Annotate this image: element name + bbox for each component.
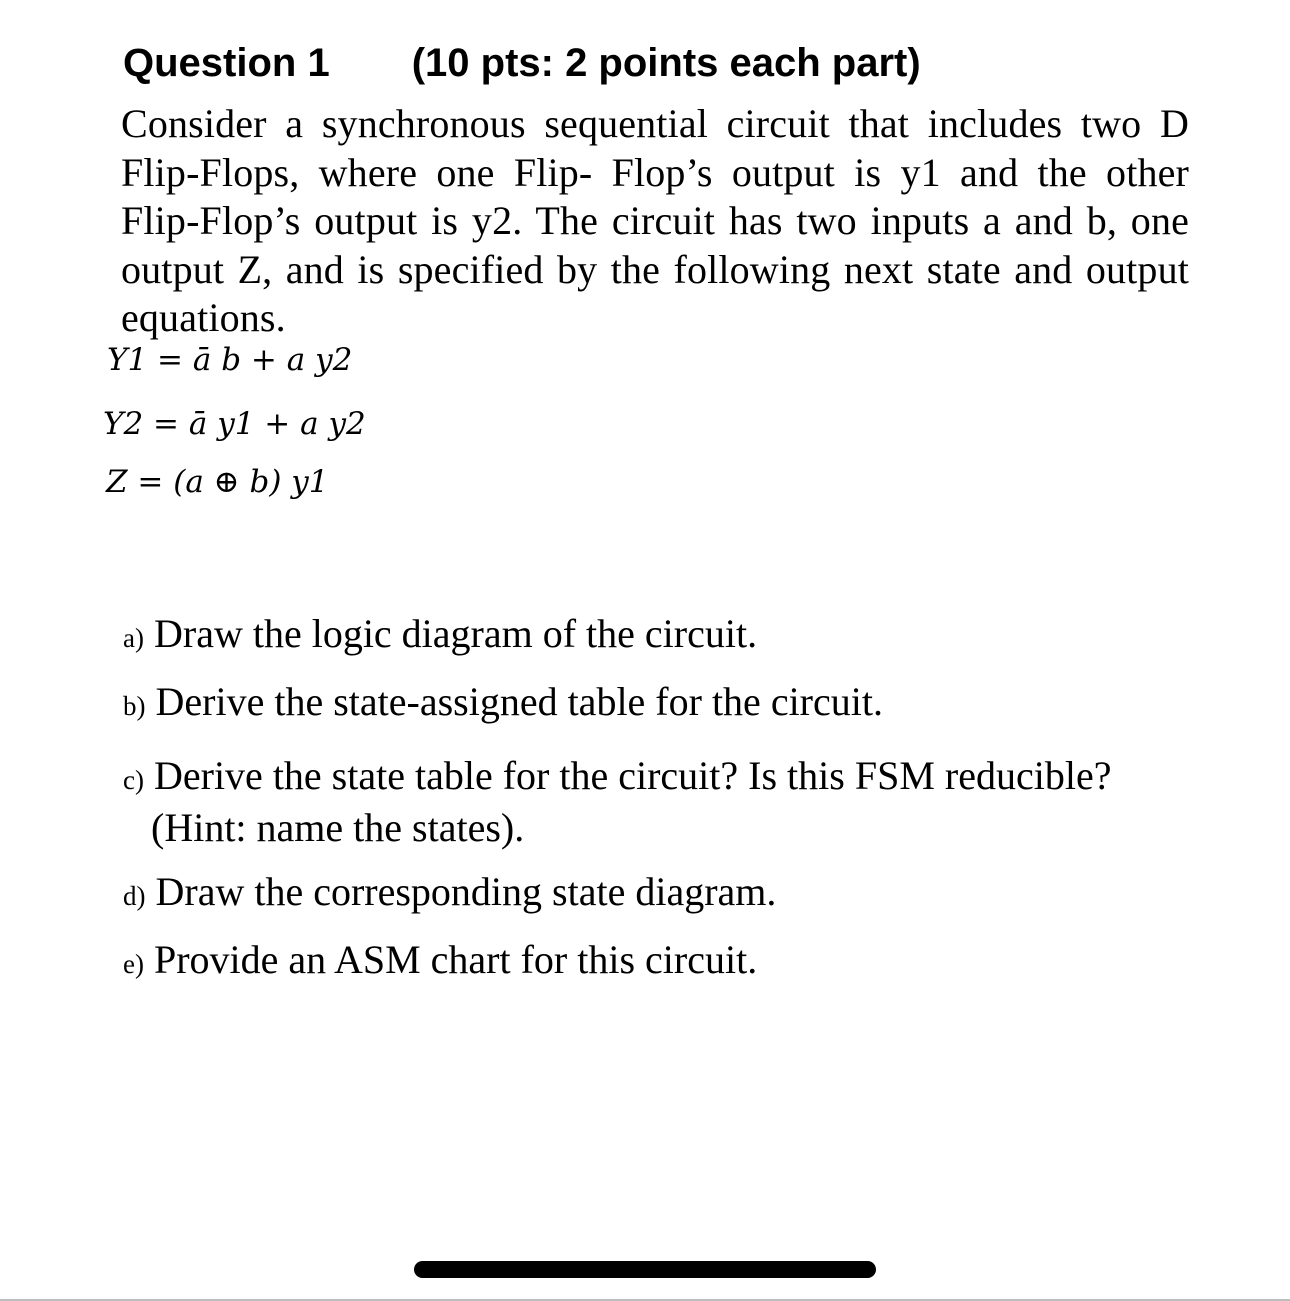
part-label: b) xyxy=(123,691,146,721)
part-label: c) xyxy=(123,765,144,795)
part-text: Draw the logic diagram of the circuit. xyxy=(153,611,758,656)
part-text-continuation: (Hint: name the states). xyxy=(151,805,525,850)
question-parts xyxy=(123,610,1111,988)
intro-line: equations. xyxy=(121,295,286,340)
part-a xyxy=(123,610,1111,662)
part-b xyxy=(123,678,1111,730)
part-e xyxy=(123,936,1111,988)
home-indicator[interactable] xyxy=(414,1261,876,1278)
part-text: Provide an ASM chart for this circuit. xyxy=(153,937,758,982)
part-label: d) xyxy=(123,881,146,911)
intro-line: Consider a synchronous sequential circuit that includes two D xyxy=(121,101,1189,146)
equation-y1: Y1 = ā b + a y2 xyxy=(107,342,353,378)
question-intro xyxy=(121,100,1189,343)
equation-y2: Y2 = ā y1 + a y2 xyxy=(103,406,366,442)
intro-line: Flip-Flops, where one Flip- Flop’s output is y1 and the other xyxy=(121,149,1189,195)
part-text: Derive the state table for the circuit? Is this FSM reducible? xyxy=(153,753,1112,798)
intro-line: output Z, and is specified by the following next state and output xyxy=(121,246,1189,292)
part-text: Draw the corresponding state diagram. xyxy=(155,869,777,914)
part-c xyxy=(123,752,1111,852)
question-points: (10 pts: 2 points each part) xyxy=(411,41,921,85)
question-header xyxy=(123,38,921,88)
intro-line: Flip-Flop’s output is y2. The circuit has two inputs a and b, one xyxy=(121,198,1189,243)
part-label: a) xyxy=(123,623,144,653)
part-label: e) xyxy=(123,949,144,979)
question-title: Question 1 xyxy=(123,41,330,85)
equation-z: Z = (a ⊕ b) y1 xyxy=(106,464,329,500)
part-text: Derive the state-assigned table for the circuit. xyxy=(155,679,883,724)
part-d xyxy=(123,868,1111,920)
